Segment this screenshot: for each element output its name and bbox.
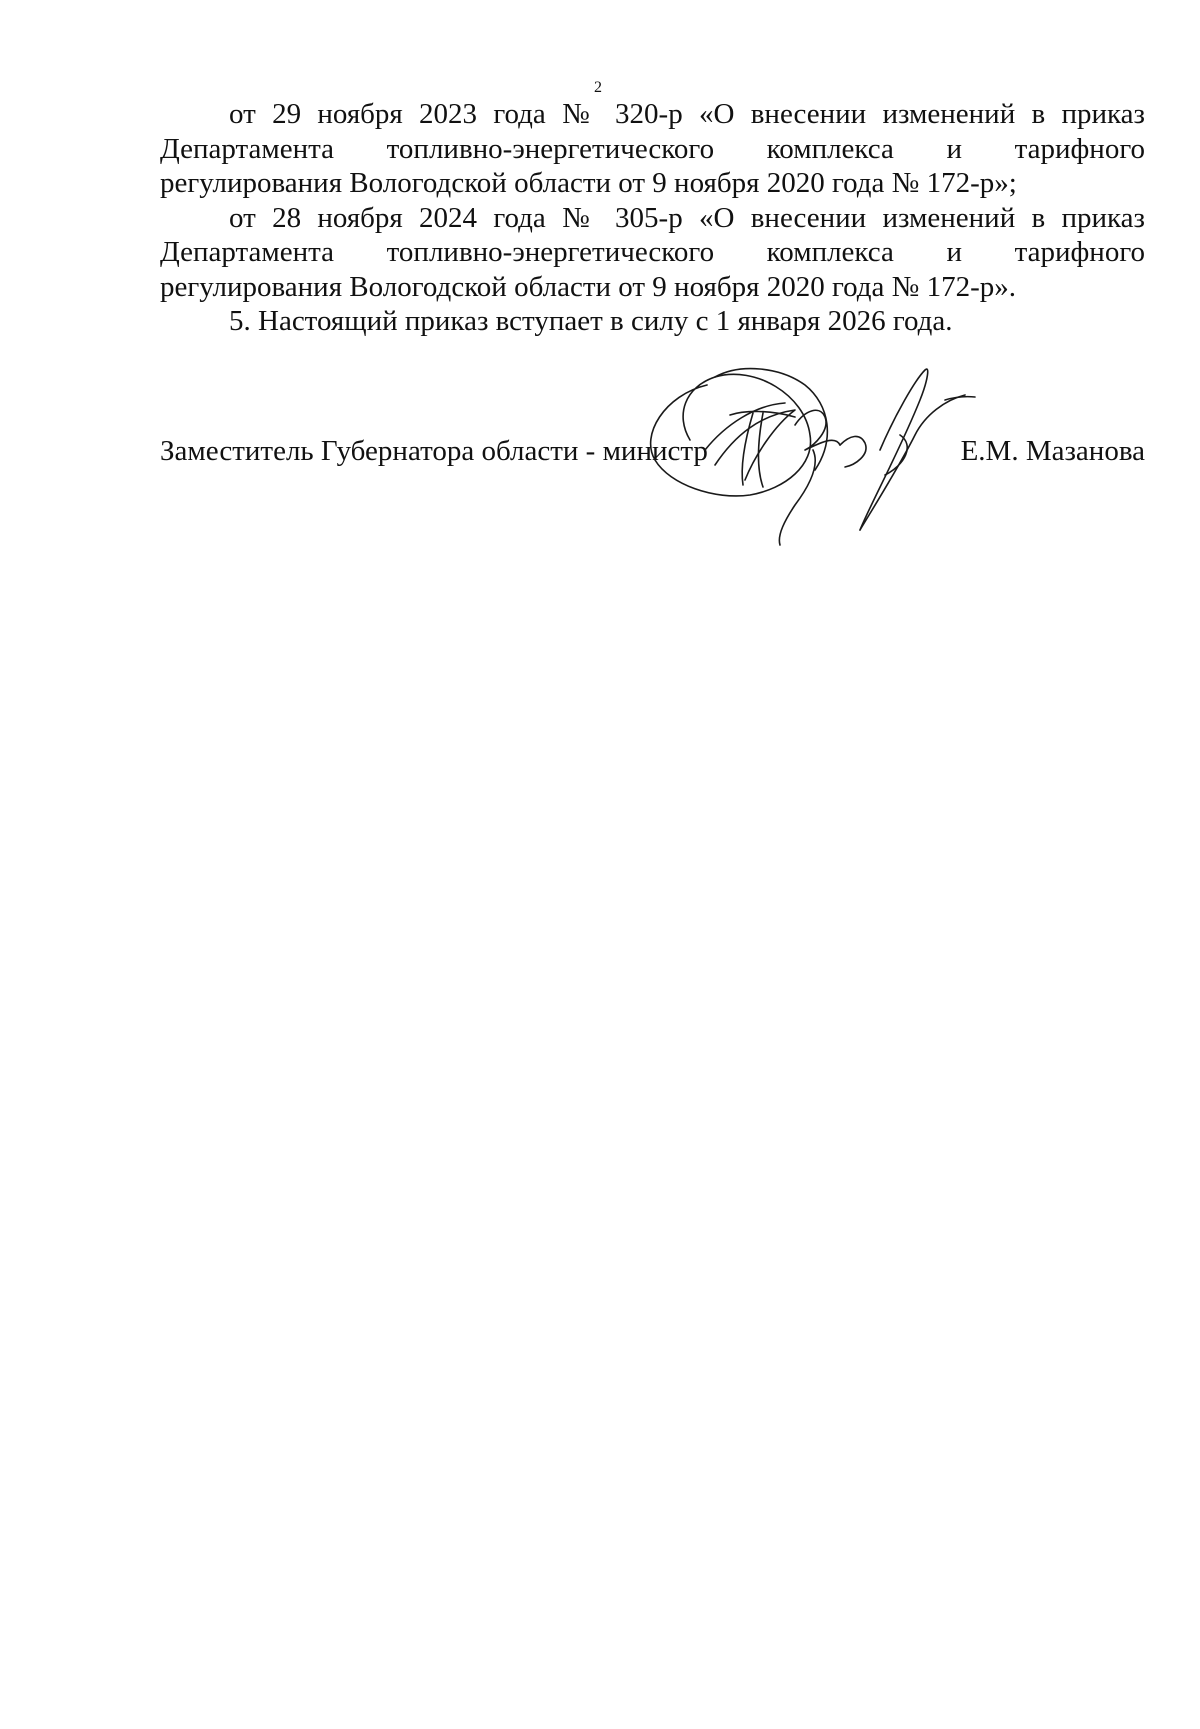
paragraph-line: Департамента топливно-энергетического комплекса и тарифного: [160, 132, 1145, 165]
signatory-name: Е.М. Мазанова: [960, 435, 1145, 467]
paragraph-line: регулирования Вологодской области от 9 ноября 2020 года № 172-р»;: [160, 167, 1017, 199]
paragraph-line: регулирования Вологодской области от 9 ноября 2020 года № 172-р».: [160, 270, 1016, 303]
paragraph-line: от 28 ноября 2024 года № 305-р «О внесении изменений в приказ: [229, 201, 1145, 234]
handwritten-signature: [645, 355, 985, 570]
signatory-position: Заместитель Губернатора области - министр: [160, 435, 708, 467]
paragraph-amendment-2023: [160, 97, 1145, 201]
document-body: [160, 97, 1145, 339]
page-number: 2: [594, 79, 602, 96]
paragraph-effective-date: 5. Настоящий приказ вступает в силу с 1 января 2026 года.: [229, 305, 953, 337]
paragraph-line: Департамента топливно-энергетического комплекса и тарифного: [160, 236, 1145, 268]
paragraph-amendment-2024: [160, 201, 1145, 305]
paragraph-line: от 29 ноября 2023 года № 320-р «О внесении изменений в приказ: [229, 98, 1145, 130]
